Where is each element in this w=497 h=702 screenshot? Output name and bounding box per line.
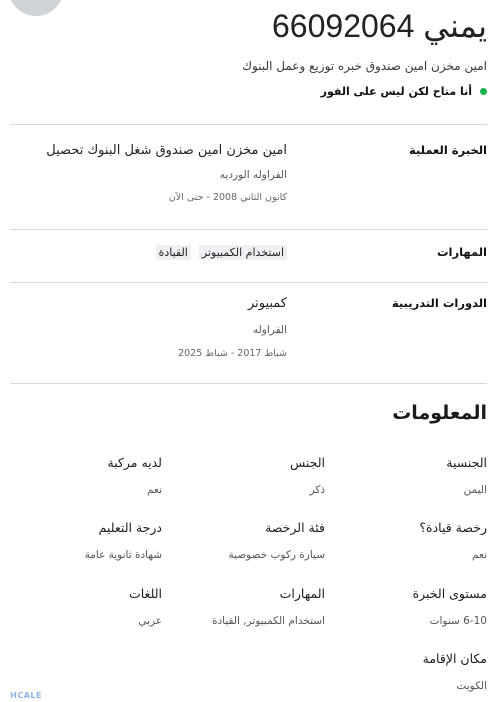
info-value: اليمن xyxy=(463,484,487,496)
info-field-languages xyxy=(10,586,162,627)
divider xyxy=(10,383,487,384)
info-value: عربي xyxy=(138,615,162,627)
experience-dates: كانون الثاني 2008 - حتى الآن xyxy=(168,192,287,203)
profile-name: يمني 66092064 xyxy=(272,8,487,44)
experience-title: امين مخزن امين صندوق شغل البنوك تحصيل xyxy=(46,143,287,158)
info-label: اللغات xyxy=(128,586,162,601)
info-label: درجة التعليم xyxy=(98,520,162,535)
info-section-title: المعلومات xyxy=(392,402,487,424)
info-field-driving-license xyxy=(327,520,487,561)
course-title: كمبيوتر xyxy=(247,296,287,311)
info-field-nationality xyxy=(327,455,487,496)
info-label: رخصة قيادة؟ xyxy=(419,520,487,535)
info-value: نعم xyxy=(472,549,487,561)
divider xyxy=(10,282,487,283)
info-field-education xyxy=(10,520,162,561)
info-label: مكان الإقامة xyxy=(422,651,487,666)
info-label: الجنس xyxy=(289,455,325,470)
info-value: 6-10 سنوات xyxy=(429,615,487,627)
availability-status xyxy=(17,85,487,98)
skill-tag: القيادة xyxy=(156,245,191,260)
info-label: فئة الرخصة xyxy=(265,520,325,535)
experience-company: الفراوله الورديه xyxy=(219,169,287,181)
course-entry xyxy=(178,296,287,359)
status-dot-icon xyxy=(480,88,487,95)
course-provider: الفراوله xyxy=(252,324,287,336)
courses-label: الدورات التدريبية xyxy=(391,296,487,310)
info-field-skills xyxy=(165,586,325,627)
experience-entry xyxy=(46,143,287,203)
info-field-license-class xyxy=(165,520,325,561)
skills-label: المهارات xyxy=(437,245,487,259)
divider xyxy=(10,229,487,230)
info-label: مستوى الخبرة xyxy=(412,586,487,601)
info-label: لديه مركبة xyxy=(107,455,162,470)
info-value: استخدام الكمبيوتر, القيادة xyxy=(211,615,325,627)
info-label: المهارات xyxy=(279,586,325,601)
experience-label: الخبرة العملية xyxy=(408,143,487,157)
info-value: شهادة ثانوية عامة xyxy=(84,549,162,561)
profile-header xyxy=(17,6,487,98)
info-value: ذكر xyxy=(309,484,325,496)
watermark-logo xyxy=(6,683,42,700)
availability-text: أنا متاح لكن ليس على الفور xyxy=(320,85,472,98)
info-field-residence xyxy=(327,651,487,692)
skills-list xyxy=(156,245,287,260)
skill-tag: استخدام الكمبيوتر xyxy=(199,245,287,260)
info-field-gender xyxy=(165,455,325,496)
info-value: سيارة ركوب خصوصية xyxy=(228,549,325,561)
info-field-has-vehicle xyxy=(10,455,162,496)
info-value: نعم xyxy=(147,484,162,496)
profile-headline: امين مخزن امين صندوق خبره توزيع وعمل البنوك xyxy=(242,59,487,73)
course-dates: شباط 2017 - شباط 2025 xyxy=(178,348,287,359)
divider xyxy=(10,124,487,125)
info-value: الكويت xyxy=(456,680,487,692)
watermark-text: HCALE xyxy=(10,691,42,700)
info-label: الجنسية xyxy=(446,455,487,470)
info-field-experience-level xyxy=(327,586,487,627)
